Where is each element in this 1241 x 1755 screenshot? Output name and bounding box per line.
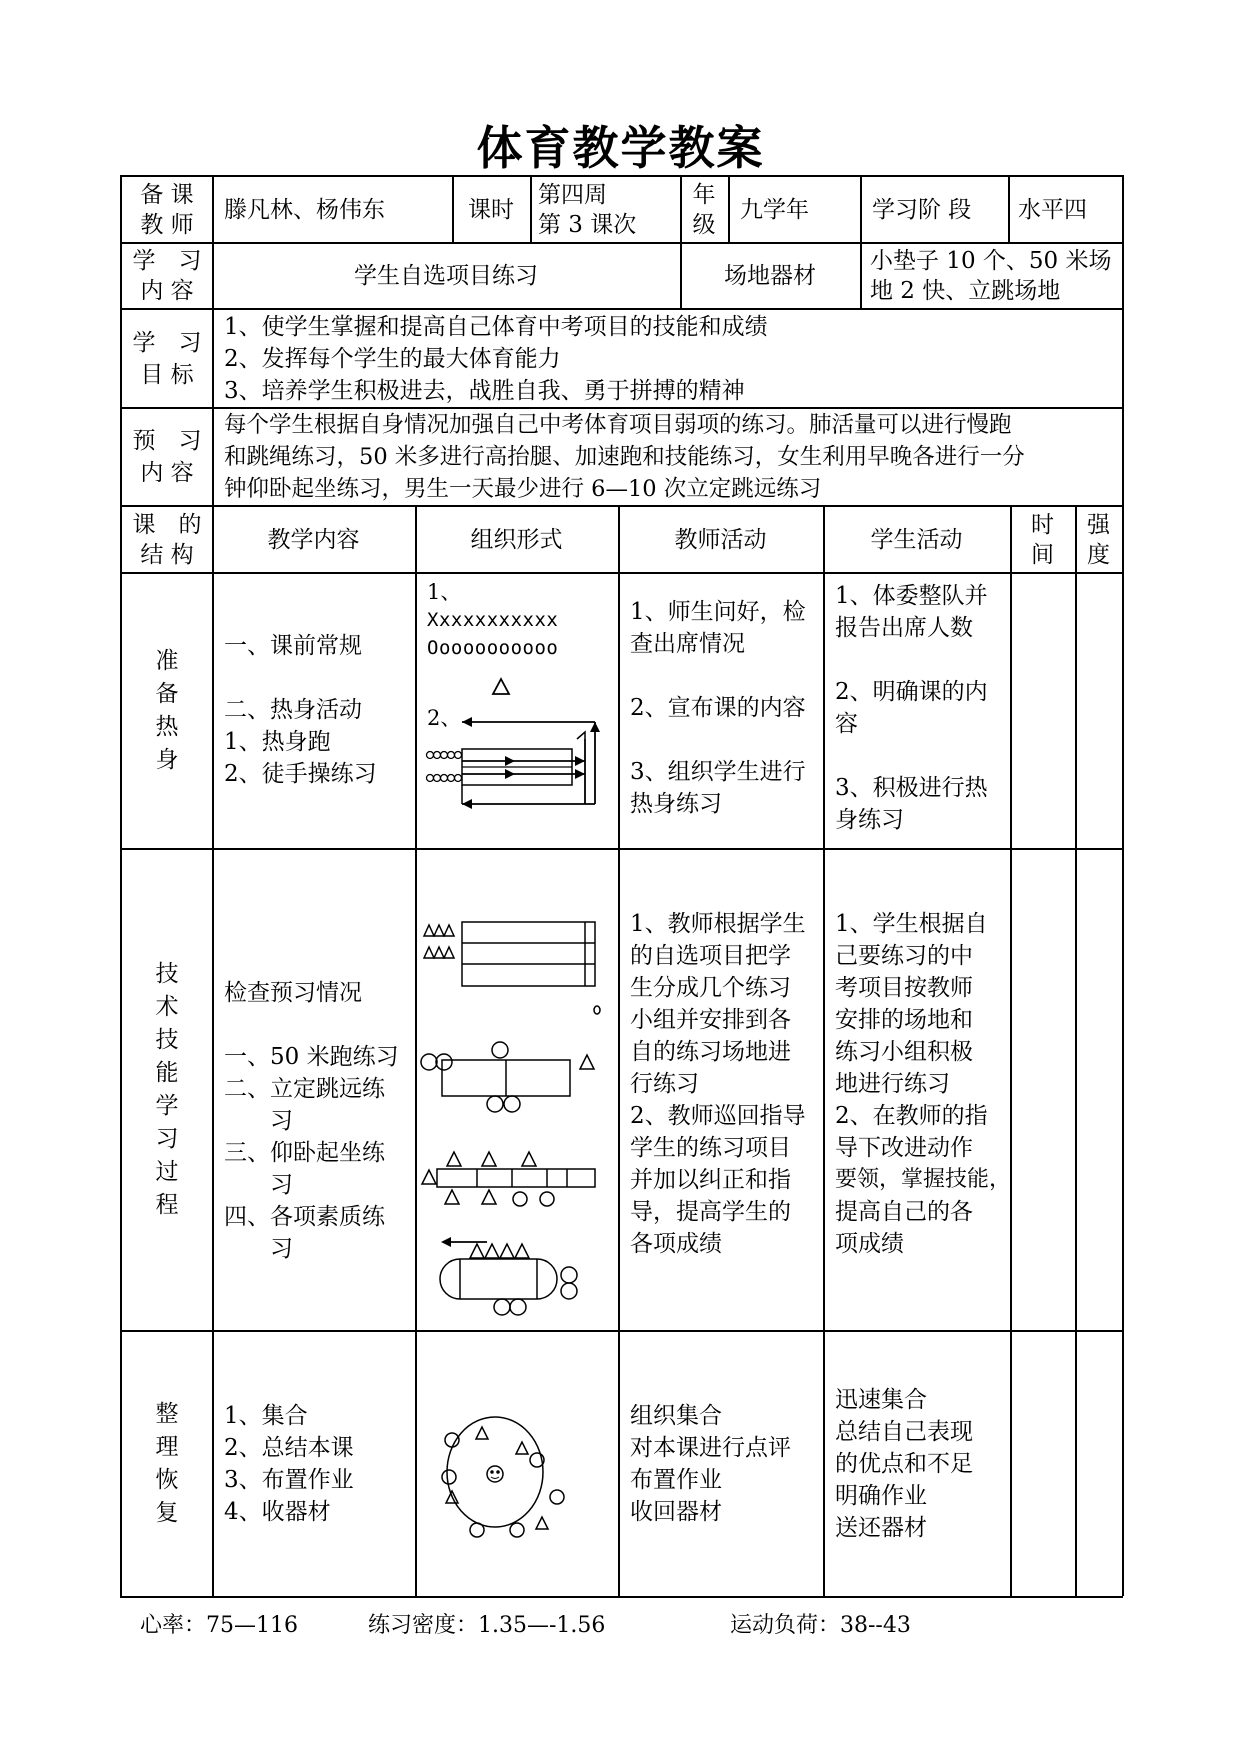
goal-item: 1、使学生掌握和提高自己体育中考项目的技能和成绩 bbox=[224, 313, 768, 340]
arrow-up-icon bbox=[590, 722, 600, 732]
stage-label: 学习阶 段 bbox=[872, 196, 972, 223]
skills-label: 技 术 技 能 学 习 过 程 bbox=[155, 961, 179, 1218]
teacher-label: 备 课 教 师 bbox=[140, 181, 194, 238]
long-jump-area bbox=[421, 1042, 594, 1112]
arrow-right-icon bbox=[505, 756, 515, 766]
situp-area bbox=[422, 1152, 595, 1206]
warmup-teacher-activity: 1、师生问好，检 查出席情况 2、宣布课的内容 3、组织学生进行 热身练习 bbox=[630, 599, 806, 817]
warmup-formation-diagram: 1、 Xxxxxxxxxxx Ooooooooooo 2、 bbox=[417, 574, 617, 848]
cooldown-content: 1、集合 2、总结本课 3、布置作业 4、收器材 bbox=[224, 1403, 354, 1525]
cooldown-student-activity: 迅速集合 总结自己表现 的优点和不足 明确作业 送还器材 bbox=[835, 1387, 973, 1541]
skills-content: 检查预习情况 一、50 米跑练习 二、立定跳远练 习 三、仰卧起坐练 习 四、各项素质练 习 bbox=[224, 980, 399, 1262]
teacher-triangle-icon bbox=[493, 679, 509, 694]
sprint-lanes bbox=[424, 922, 600, 1014]
preview-label: 预 习 内 容 bbox=[132, 428, 202, 486]
cooldown-formation-diagram bbox=[417, 1332, 617, 1596]
cooldown-teacher-activity: 组织集合 对本课进行点评 布置作业 收回器材 bbox=[630, 1403, 791, 1525]
structure-label: 课 的 结 构 bbox=[132, 511, 202, 568]
exercise-load: 运动负荷：38--43 bbox=[730, 1613, 911, 1638]
warmup-label: 准 备 热 身 bbox=[155, 648, 179, 773]
preview-text: 每个学生根据自身情况加强自己中考体育项目弱项的练习。肺活量可以进行慢跑 和跳绳练习，50 米多进行高抬腿、加速跑和技能练习，女生利用早晚各进行一分 钟仰卧起坐练习，男生一天最少进行 6—10 次立定跳远练习 bbox=[224, 412, 1025, 502]
column-header-teacher: 教师活动 bbox=[674, 526, 767, 553]
circuit-track bbox=[440, 1237, 577, 1315]
goal-item: 2、发挥每个学生的最大体育能力 bbox=[224, 345, 561, 372]
column-header-content: 教学内容 bbox=[267, 526, 360, 553]
warmup-student-activity: 1、体委整队并 报告出席人数 2、明确课的内 容 3、积极进行热 身练习 bbox=[835, 583, 988, 833]
period-label: 课时 bbox=[468, 196, 514, 223]
heart-rate: 心率：75—116 bbox=[140, 1613, 298, 1638]
teacher-value: 滕凡林、杨伟东 bbox=[224, 196, 385, 223]
goals-list bbox=[224, 310, 1114, 407]
stage-value: 水平四 bbox=[1018, 196, 1087, 223]
period-value: 第四周 第 3 课次 bbox=[538, 181, 637, 238]
arrow-left-icon bbox=[462, 717, 472, 727]
skills-teacher-activity: 1、教师根据学生 的自选项目把学 生分成几个练习 小组并安排到各 自的练习场地进 行练习 2、教师巡回指导 学生的练习项目 并加以纠正和指 导，提高学生的 各项成绩 bbox=[630, 911, 806, 1257]
teacher-triangle-icon bbox=[580, 1055, 594, 1069]
column-header-form: 组织形式 bbox=[470, 526, 563, 553]
warmup-content: 一、课前常规 二、热身活动 1、热身跑 2、徒手操练习 bbox=[224, 633, 377, 787]
page-title: 体育教学教案 bbox=[476, 121, 765, 175]
column-header-student: 学生活动 bbox=[870, 526, 963, 553]
column-header-time: 时 间 bbox=[1031, 511, 1054, 568]
goal-item: 3、培养学生积极进去，战胜自我、勇于拼搏的精神 bbox=[224, 377, 745, 404]
running-route-diagram bbox=[417, 574, 617, 848]
column-header-intensity: 强 度 bbox=[1087, 511, 1110, 568]
skills-student-activity: 1、学生根据自 己要练习的中 考项目按教师 安排的场地和 练习小组积极 地进行练习 2、在教师的指 导下改进动作 要领，掌握技能， 提高自己的各 项成绩 bbox=[835, 911, 1012, 1257]
practice-density: 练习密度：1.35—-1.56 bbox=[368, 1613, 606, 1638]
content-label: 学 习 内 容 bbox=[132, 248, 202, 304]
grade-label: 年 级 bbox=[692, 181, 716, 238]
grade-value: 九学年 bbox=[740, 196, 809, 223]
teacher-face-icon bbox=[487, 1466, 503, 1482]
arrow-left-icon bbox=[441, 1237, 451, 1247]
goals-label: 学 习 目 标 bbox=[132, 329, 202, 388]
equipment-value: 小垫子 10 个、50 米场 地 2 快、立跳场地 bbox=[870, 248, 1112, 304]
equipment-label: 场地器材 bbox=[724, 263, 816, 289]
content-value: 学生自选项目练习 bbox=[354, 263, 538, 289]
cooldown-label: 整 理 恢 复 bbox=[155, 1401, 179, 1526]
skills-formation-diagram bbox=[417, 850, 617, 1330]
student-circles bbox=[427, 752, 462, 782]
